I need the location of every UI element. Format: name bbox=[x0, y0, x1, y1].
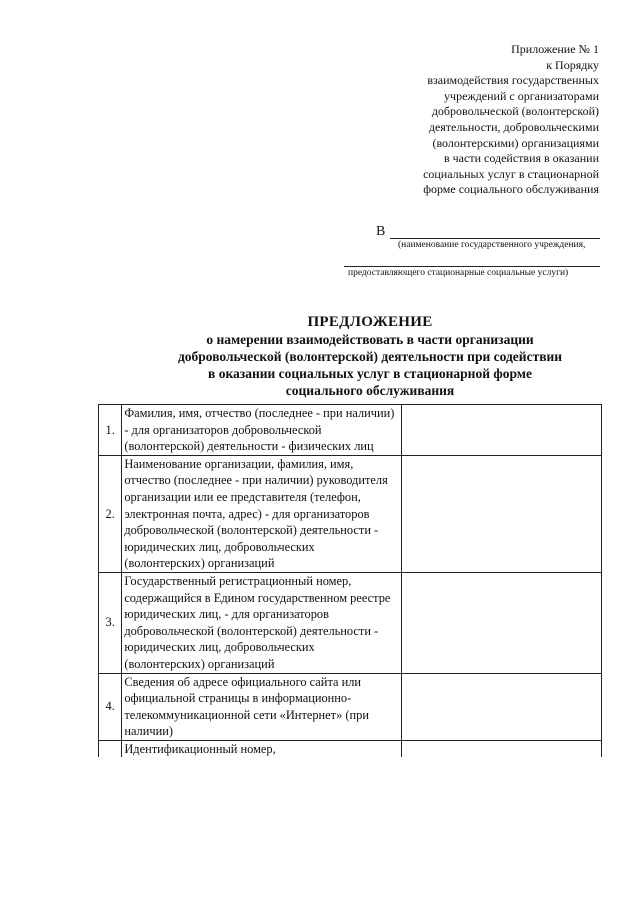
document-title bbox=[125, 314, 615, 399]
appendix-line: форме социального обслуживания bbox=[423, 182, 599, 197]
row-label: Идентификационный номер, bbox=[122, 740, 402, 757]
appendix-line: в части содействия в оказании bbox=[443, 151, 599, 166]
title-main: ПРЕДЛОЖЕНИЕ bbox=[307, 314, 433, 330]
table-row bbox=[99, 455, 602, 572]
row-number: 1. bbox=[99, 405, 122, 456]
title-line: социального обслуживания bbox=[285, 383, 455, 398]
appendix-line: к Порядку bbox=[546, 57, 599, 72]
row-label: Фамилия, имя, отчество (последнее - при наличии) - для организаторов добровольческой (волонтерской) деятельности - физических лиц bbox=[122, 405, 402, 456]
addressee-fill-line-2[interactable] bbox=[344, 266, 600, 267]
title-line: добровольческой (волонтерской) деятельности при содействии bbox=[177, 349, 563, 364]
row-number: 3. bbox=[99, 572, 122, 673]
row-number bbox=[99, 740, 122, 757]
addressee-caption: (наименование государственного учреждения, bbox=[398, 240, 586, 250]
table-row bbox=[99, 405, 602, 456]
row-value-field[interactable] bbox=[402, 740, 602, 757]
appendix-header bbox=[390, 42, 599, 198]
addressee-prefix: В bbox=[376, 224, 386, 239]
row-label: Наименование организации, фамилия, имя, отчество (последнее - при наличии) руководителя организации или ее представителя (телефон, электронная почта, адрес) - для организаторов добровольческой (волонтерской) деятельности - юридических лиц, добровольческих (волонтерских) организаций bbox=[122, 455, 402, 572]
row-label: Государственный регистрационный номер, содержащийся в Едином государственном реестре юридических лиц, - для организаторов добровольческой (волонтерской) деятельности - юридических лиц, добровольческих (волонтерских) организаций bbox=[122, 572, 402, 673]
row-label: Сведения об адресе официального сайта или официальной страницы в информационно-телекоммуникационной сети «Интернет» (при наличии) bbox=[122, 673, 402, 740]
appendix-line: социальных услуг в стационарной bbox=[423, 166, 599, 181]
row-value-field[interactable] bbox=[402, 673, 602, 740]
row-number: 2. bbox=[99, 455, 122, 572]
title-line: о намерении взаимодействовать в части организации bbox=[206, 332, 534, 347]
table-row bbox=[99, 740, 602, 757]
appendix-line: деятельности, добровольческими bbox=[428, 119, 599, 134]
row-value-field[interactable] bbox=[402, 455, 602, 572]
row-value-field[interactable] bbox=[402, 405, 602, 456]
appendix-line: (волонтерскими) организациями bbox=[432, 135, 599, 150]
appendix-line: взаимодействия государственных bbox=[427, 73, 599, 88]
proposal-table bbox=[98, 404, 602, 757]
appendix-line: учреждений с организаторами bbox=[444, 88, 599, 103]
appendix-line: Приложение № 1 bbox=[511, 42, 599, 56]
addressee-caption-2: предоставляющего стационарные социальные услуги) bbox=[348, 268, 569, 278]
table-row bbox=[99, 673, 602, 740]
addressee-fill-line[interactable] bbox=[390, 238, 600, 239]
title-line: в оказании социальных услуг в стационарной форме bbox=[208, 366, 532, 381]
row-number: 4. bbox=[99, 673, 122, 740]
appendix-line: добровольческой (волонтерской) bbox=[431, 104, 599, 119]
table-row bbox=[99, 572, 602, 673]
addressee-block bbox=[340, 224, 602, 284]
row-value-field[interactable] bbox=[402, 572, 602, 673]
